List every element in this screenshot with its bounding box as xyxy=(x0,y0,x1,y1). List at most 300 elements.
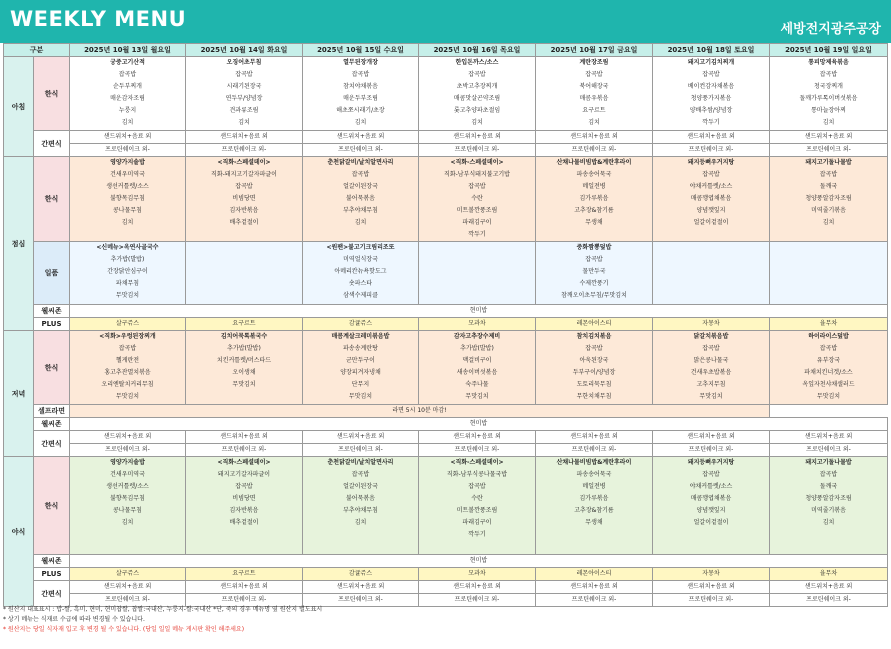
menu-cell xyxy=(653,331,770,405)
simple-item: 프로틴쉐이크 외- xyxy=(186,144,303,157)
menu-item: 콩나물무침 xyxy=(113,207,142,214)
menu-item: 오리엔탈치커리무침 xyxy=(101,381,154,388)
menu-item xyxy=(186,290,302,302)
menu-item: 미역얼식장국 xyxy=(343,256,378,263)
day-header: 2025년 10월 18일 토요일 xyxy=(653,44,770,57)
table-row xyxy=(4,581,888,594)
menu-item: 돼지고기돌나물밥 xyxy=(805,159,852,166)
menu-item: 무맛김치 xyxy=(115,292,140,299)
footnotes xyxy=(3,605,887,635)
day-header: 2025년 10월 17일 금요일 xyxy=(536,44,653,57)
menu-cell xyxy=(419,242,536,305)
menu-cell xyxy=(653,242,770,305)
simple-item: 프로틴쉐이크 외- xyxy=(770,144,888,157)
menu-item: 부추야채무침 xyxy=(343,207,378,214)
menu-cell xyxy=(536,242,653,305)
menu-item: 추가밥(발밥) xyxy=(460,345,494,352)
category-wellzone: 웰씨존 xyxy=(34,418,70,431)
menu-item: 무맛김치 xyxy=(816,393,841,400)
menu-item: 청양풍가지볶음 xyxy=(690,95,732,102)
menu-item: 무생채 xyxy=(585,219,603,226)
menu-item: 물만두국 xyxy=(582,268,606,275)
menu-item: 직화-남부식콩나물국밥 xyxy=(446,471,508,478)
menu-item: 생선커틀렛/소스 xyxy=(106,183,149,190)
menu-item: 파송송계란탕 xyxy=(343,345,378,352)
simple-item: 프로틴쉐이크 외- xyxy=(303,444,419,457)
table-row xyxy=(4,405,888,418)
category-korean: 한식 xyxy=(34,157,70,242)
menu-item: 매콤맛살곤약조림 xyxy=(453,95,501,102)
menu-item: 양장피겨자냉채 xyxy=(340,369,381,376)
simple-item: 프로틴쉐이크 외- xyxy=(186,444,303,457)
simple-item: 샌드위치+음료 외 xyxy=(536,581,653,594)
simple-item: 샌드위치+음료 외 xyxy=(70,131,186,144)
menu-item: <직화-스페셜데이> xyxy=(450,159,504,166)
menu-item xyxy=(419,266,535,278)
menu-item: 김치 xyxy=(354,119,367,126)
plus-item: 요구르트 xyxy=(186,318,303,331)
menu-item: 참치야채볶음 xyxy=(343,83,378,90)
simple-item: 샌드위치+음료 외 xyxy=(653,431,770,444)
menu-cell xyxy=(186,331,303,405)
menu-item: 김치 xyxy=(354,219,367,226)
menu-item xyxy=(186,254,302,266)
menu-item: 잡곡밥 xyxy=(702,71,720,78)
simple-item: 프로틴쉐이크 외- xyxy=(653,444,770,457)
menu-item xyxy=(419,290,535,302)
menu-cell xyxy=(419,331,536,405)
menu-item: 오징어초무침 xyxy=(226,59,262,66)
menu-item: 옥잎자천샤채샐러드 xyxy=(802,381,855,388)
menu-item: 잡곡밥 xyxy=(702,471,720,478)
menu-item: 아메리칸뉴욕핫도그 xyxy=(334,268,387,275)
table-row xyxy=(4,131,888,144)
menu-item: 숏파스타 xyxy=(348,280,373,287)
menu-item: 불어묵볶음 xyxy=(346,195,375,202)
menu-cell xyxy=(303,57,419,131)
wellzone-rice: 현미밥 xyxy=(70,555,888,568)
meal-label-lunch: 점심 xyxy=(4,157,34,331)
menu-cell xyxy=(186,157,303,242)
menu-item: 감자고추장수제비 xyxy=(453,333,501,340)
menu-cell xyxy=(653,157,770,242)
plus-item: 율무차 xyxy=(770,318,888,331)
menu-item: 매운두부조림 xyxy=(343,95,378,102)
menu-item: 무맛김치 xyxy=(115,393,140,400)
menu-item: 잡곡밥 xyxy=(351,71,370,78)
menu-cell xyxy=(303,157,419,242)
menu-item: 참깨오이초무침/무맛김치 xyxy=(561,292,627,299)
menu-item xyxy=(419,254,535,266)
menu-item: 통마늘장아찌 xyxy=(811,107,846,114)
category-korean: 한식 xyxy=(34,57,70,131)
menu-item: 잡곡밥 xyxy=(702,345,720,352)
menu-item: 잡곡밥 xyxy=(351,171,370,178)
table-row xyxy=(4,431,888,444)
menu-item: 잡곡밥 xyxy=(585,71,603,78)
menu-item: 닭갈치볶음밥 xyxy=(693,333,729,340)
plus-item: 요구르트 xyxy=(186,568,303,581)
simple-item: 프로틴쉐이크 외- xyxy=(70,594,186,607)
menu-item: 순두부찌개 xyxy=(113,83,142,90)
table-row xyxy=(4,331,888,405)
menu-cell xyxy=(186,57,303,131)
menu-item: 홍고추잔멸치볶음 xyxy=(104,369,151,376)
menu-item: 열무된장개장 xyxy=(343,59,378,66)
plus-item: 모과차 xyxy=(419,318,536,331)
simple-item: 샌드위치+음료 외 xyxy=(303,431,419,444)
day-header: 2025년 10월 13일 월요일 xyxy=(70,44,186,57)
simple-item: 샌드위치+음료 외 xyxy=(419,581,536,594)
menu-item: 매운감자조림 xyxy=(110,95,145,102)
simple-item: 프로틴쉐이크 외- xyxy=(653,144,770,157)
note-origin: * 원산지 대표표시 : 밥-쌀, 흑미, 현미, 현미찹쌀, 찹쌀:국내산, 누룽지-쌀:국내산 *단, 죽의 경우 메뉴명 옆 원산지 별도표시 xyxy=(3,606,323,613)
menu-item: 건새우초밥볶음 xyxy=(690,369,732,376)
category-korean: 한식 xyxy=(34,331,70,405)
simple-item: 샌드위치+음료 외 xyxy=(70,431,186,444)
simple-item: 프로틴쉐이크 외- xyxy=(653,594,770,607)
menu-item xyxy=(653,290,769,302)
simple-item: 샌드위치+음료 외 xyxy=(303,131,419,144)
menu-item: 김자반볶음 xyxy=(229,507,259,514)
simple-item: 프로틴쉐이크 외- xyxy=(303,144,419,157)
menu-item: 불향목김무침 xyxy=(110,195,145,202)
menu-item: 김치 xyxy=(822,519,835,526)
day-header: 2025년 10월 16일 목요일 xyxy=(419,44,536,57)
menu-item: 수제깐풍기 xyxy=(579,280,609,287)
menu-item: <직화>우렁된장찌개 xyxy=(99,333,156,340)
simple-item: 샌드위치+음료 외 xyxy=(770,581,888,594)
menu-item: 잡곡밥 xyxy=(468,71,486,78)
menu-cell xyxy=(70,57,186,131)
meal-label-breakfast: 아침 xyxy=(4,57,34,157)
table-row xyxy=(4,157,888,242)
menu-item: 산채나물비빔밥&계란후라이 xyxy=(556,159,632,166)
plus-item: 율무차 xyxy=(770,568,888,581)
menu-item: 청양풍알감자조림 xyxy=(805,195,852,202)
menu-item: 북어해장국 xyxy=(579,83,609,90)
menu-item: 불어묵볶음 xyxy=(346,495,375,502)
menu-item: 수란 xyxy=(471,195,483,202)
menu-item: 새송이버섯볶음 xyxy=(456,369,498,376)
plus-item: 레몬아이스티 xyxy=(536,318,653,331)
simple-item: 샌드위치+음료 외 xyxy=(186,431,303,444)
menu-item: 청양풍알감자조림 xyxy=(805,495,852,502)
menu-item: 군만두구이 xyxy=(346,357,375,364)
menu-item xyxy=(419,242,535,254)
menu-item: 춘천닭갈비/날치알면사리 xyxy=(327,459,394,466)
menu-item: 요구르트 xyxy=(582,107,606,114)
menu-item: 매콤계살크레미볶음밥 xyxy=(331,333,390,340)
simple-item: 프로틴쉐이크 외- xyxy=(770,594,888,607)
note-change: * 상기 메뉴는 식재료 수급에 따라 변경될 수 있습니다. xyxy=(3,616,145,623)
table-row xyxy=(4,144,888,157)
simple-item: 프로틴쉐이크 외- xyxy=(419,144,536,157)
menu-item: 단무지 xyxy=(351,381,370,388)
menu-item: 미역줄기볶음 xyxy=(811,207,846,214)
menu-cell xyxy=(536,331,653,405)
menu-item: 삼색수제피클 xyxy=(343,292,378,299)
simple-item: 샌드위치+음료 외 xyxy=(186,131,303,144)
plus-item: 자몽차 xyxy=(653,318,770,331)
page-title: WEEKLY MENU xyxy=(10,7,187,31)
menu-item: 잡곡밥 xyxy=(702,171,720,178)
menu-cell xyxy=(536,457,653,555)
menu-item: 미트볼깐풍조림 xyxy=(456,507,498,514)
menu-item: 추가밥(발밥) xyxy=(227,345,261,352)
table-row xyxy=(4,57,888,131)
menu-cell xyxy=(653,457,770,555)
menu-item: 청국장찌개 xyxy=(814,83,843,90)
menu-item: <직화-스페셜데이> xyxy=(450,459,504,466)
menu-item: 직화-남부식돼지불고기밥 xyxy=(444,171,510,178)
menu-item: 누룽지 xyxy=(118,107,137,114)
menu-cell xyxy=(70,242,186,305)
menu-cell xyxy=(303,331,419,405)
category-plus: PLUS xyxy=(34,318,70,331)
menu-item xyxy=(186,278,302,290)
menu-item: 건새우미역국 xyxy=(110,471,145,478)
menu-item: 양배추쌈/양념장 xyxy=(689,107,733,114)
menu-item: 돌깨국 xyxy=(819,483,838,490)
menu-item: 파채치킨너겟/소스 xyxy=(804,369,853,376)
menu-item: 불향목김무침 xyxy=(110,495,145,502)
simple-item: 샌드위치+음료 외 xyxy=(186,581,303,594)
menu-item: 맑은콩나물국 xyxy=(693,357,729,364)
menu-item: 생선커틀렛/소스 xyxy=(106,483,149,490)
menu-item: 비빔당면 xyxy=(232,195,256,202)
menu-item: 춘천닭갈비/날치알면사리 xyxy=(327,159,394,166)
menu-item: 계란장조림 xyxy=(579,59,609,66)
menu-item: 김치 xyxy=(471,119,483,126)
menu-item: 영양가지솥밥 xyxy=(110,159,145,166)
menu-item: 잡곡밥 xyxy=(118,345,137,352)
menu-item: 한입돈까스/소스 xyxy=(455,59,499,66)
simple-item: 프로틴쉐이크 외- xyxy=(419,444,536,457)
menu-item: 유부장국 xyxy=(816,357,841,364)
category-korean: 한식 xyxy=(34,457,70,555)
menu-item: 김가루볶음 xyxy=(579,195,609,202)
menu-item: 파채무침 xyxy=(115,280,140,287)
plus-item: 자몽차 xyxy=(653,568,770,581)
menu-item: 김치 xyxy=(588,119,600,126)
menu-item: 헬게란전 xyxy=(115,357,140,364)
menu-item: 도토리묵무침 xyxy=(576,381,612,388)
menu-item: 잡곡밥 xyxy=(235,183,253,190)
simple-item: 샌드위치+음료 외 xyxy=(536,431,653,444)
menu-item: 김치 xyxy=(822,119,835,126)
menu-item: 무한치채무침 xyxy=(576,393,612,400)
menu-cell xyxy=(70,331,186,405)
menu-item: 김치 xyxy=(121,119,134,126)
menu-item xyxy=(653,278,769,290)
menu-item: 김치 xyxy=(121,219,134,226)
menu-item: 숙주나물 xyxy=(465,381,489,388)
menu-cell xyxy=(419,157,536,242)
menu-item: 잡곡밥 xyxy=(351,471,370,478)
menu-item: 잡곡밥 xyxy=(819,171,838,178)
menu-item: 돼지고기김치찌개 xyxy=(687,59,735,66)
menu-item: 통피망제육볶음 xyxy=(808,59,849,66)
menu-item: 파송송어묵국 xyxy=(576,171,612,178)
menu-item: 얼갈이겉절이 xyxy=(693,519,729,526)
menu-cell xyxy=(419,457,536,555)
menu-item: 얼갈이된장국 xyxy=(343,483,378,490)
menu-item: 파래김구이 xyxy=(462,219,492,226)
menu-cell xyxy=(70,157,186,242)
menu-item: 참치김치볶음 xyxy=(576,333,612,340)
menu-item xyxy=(770,278,887,290)
menu-item xyxy=(653,266,769,278)
menu-item: 해초쪼시래기/초장 xyxy=(336,107,385,114)
menu-item xyxy=(770,254,887,266)
menu-item: 돼지고기돌나물밥 xyxy=(805,459,852,466)
simple-item: 샌드위치+음료 외 xyxy=(419,431,536,444)
menu-item: 메일전병 xyxy=(582,483,606,490)
table-row xyxy=(4,305,888,318)
menu-item: 잡곡밥 xyxy=(819,345,838,352)
menu-item: 배추겉절이 xyxy=(229,219,259,226)
menu-item xyxy=(653,254,769,266)
simple-item: 프로틴쉐이크 외- xyxy=(536,594,653,607)
menu-item: 김치 xyxy=(822,219,835,226)
simple-item: 샌드위치+음료 외 xyxy=(653,131,770,144)
menu-item: 잡곡밥 xyxy=(235,71,253,78)
menu-item xyxy=(419,278,535,290)
category-wellzone: 웰씨존 xyxy=(34,555,70,568)
table-row xyxy=(4,568,888,581)
menu-item: 아욱된장국 xyxy=(579,357,609,364)
menu-cell xyxy=(653,57,770,131)
menu-item: 수란 xyxy=(471,495,483,502)
menu-item: 부추야채무침 xyxy=(343,507,378,514)
menu-cell xyxy=(70,457,186,555)
menu-item: <원팬>불고기크림리조또 xyxy=(326,244,395,251)
menu-item: 직화-돼지고기갈자파글이 xyxy=(211,171,277,178)
menu-cell xyxy=(770,57,888,131)
menu-item: 중화짬뽕덮밥 xyxy=(576,244,612,251)
menu-item: 연두부/양념장 xyxy=(225,95,263,102)
simple-item: 프로틴쉐이크 외- xyxy=(419,594,536,607)
wellzone-rice: 현미밥 xyxy=(70,305,888,318)
menu-item: 잡곡밥 xyxy=(235,483,253,490)
menu-item: 콩나물무침 xyxy=(113,507,142,514)
plus-item: 살구쥬스 xyxy=(70,318,186,331)
table-row xyxy=(4,318,888,331)
simple-item: 샌드위치+음료 외 xyxy=(70,581,186,594)
menu-item: 매콤깽엽채볶음 xyxy=(690,495,732,502)
meal-label-dinner: 저녁 xyxy=(4,331,34,457)
menu-item: 돌깨국 xyxy=(819,183,838,190)
menu-item xyxy=(770,266,887,278)
menu-cell xyxy=(770,157,888,242)
menu-item: 깍두기 xyxy=(702,119,720,126)
menu-item: 산채나물비빔밥&계란후라이 xyxy=(556,459,632,466)
menu-item: 미트볼깐풍조림 xyxy=(456,207,498,214)
simple-item: 프로틴쉐이크 외- xyxy=(536,444,653,457)
menu-cell xyxy=(419,57,536,131)
menu-item: 추가밥(발밥) xyxy=(110,256,145,263)
category-selframen: 셀프라면 xyxy=(34,405,70,418)
selframen-note: 라면 5시 10분 마감! xyxy=(70,405,770,418)
menu-item: 얼갈이겉절이 xyxy=(693,219,729,226)
menu-item: 김자반볶음 xyxy=(229,207,259,214)
menu-item: 김치 xyxy=(121,519,134,526)
menu-item: 미역줄기볶음 xyxy=(811,507,846,514)
menu-item: 매콤우볶음 xyxy=(579,95,609,102)
menu-cell xyxy=(303,242,419,305)
menu-item: 돼지고기갈자파글이 xyxy=(217,471,271,478)
menu-item: 김가루볶음 xyxy=(579,495,609,502)
menu-item: <직화-스페셜데이> xyxy=(217,459,271,466)
table-row xyxy=(4,418,888,431)
menu-cell xyxy=(186,242,303,305)
menu-item xyxy=(770,290,887,302)
menu-item: <신메뉴>옥연사골국수 xyxy=(96,244,159,251)
menu-item: 야채커틀렛/소스 xyxy=(689,183,733,190)
menu-item xyxy=(186,266,302,278)
header-corner: 구분 xyxy=(4,44,70,57)
simple-item: 프로틴쉐이크 외- xyxy=(536,144,653,157)
day-header: 2025년 10월 15일 수요일 xyxy=(303,44,419,57)
category-ilpum: 일품 xyxy=(34,242,70,305)
menu-item: 잡곡밥 xyxy=(819,71,838,78)
simple-item: 프로틴쉐이크 외- xyxy=(186,594,303,607)
menu-item: 김치어묵톡볶국수 xyxy=(220,333,268,340)
table-row xyxy=(4,242,888,305)
menu-item: 오이생채 xyxy=(232,369,256,376)
menu-cell xyxy=(186,457,303,555)
menu-item: 양념깻잎지 xyxy=(696,507,726,514)
meal-label-night: 야식 xyxy=(4,457,34,607)
simple-item: 프로틴쉐이크 외- xyxy=(770,444,888,457)
brand-logo: 세방전지광주공장 xyxy=(780,22,881,37)
menu-item: 깍두기 xyxy=(468,231,486,238)
menu-item: 영양가지솥밥 xyxy=(110,459,145,466)
plus-item: 살구쥬스 xyxy=(70,568,186,581)
menu-item: 건새우미역국 xyxy=(110,171,145,178)
menu-cell xyxy=(770,331,888,405)
menu-item: <직화-스페셜데이> xyxy=(217,159,271,166)
menu-item: 궁중고기산적 xyxy=(110,59,145,66)
menu-item xyxy=(770,242,887,254)
simple-item: 샌드위치+음료 외 xyxy=(536,131,653,144)
menu-cell xyxy=(536,157,653,242)
header-banner xyxy=(0,0,891,43)
menu-item: 고추장&참기름 xyxy=(574,507,614,514)
menu-item: 무맛김치 xyxy=(465,393,489,400)
menu-item: 깍두기 xyxy=(468,531,486,538)
menu-item: 하이라이스덮밥 xyxy=(808,333,849,340)
category-simple: 간편식 xyxy=(34,431,70,457)
category-simple: 간편식 xyxy=(34,581,70,607)
menu-cell xyxy=(770,242,888,305)
menu-item xyxy=(653,242,769,254)
menu-cell xyxy=(770,457,888,555)
simple-item: 샌드위치+음료 외 xyxy=(303,581,419,594)
simple-item: 프로틴쉐이크 외- xyxy=(303,594,419,607)
plus-item: 모과차 xyxy=(419,568,536,581)
menu-item: 돼지등뼈우거지탕 xyxy=(687,159,735,166)
menu-item: 잡곡밥 xyxy=(585,256,603,263)
menu-item: 메일전병 xyxy=(582,183,606,190)
menu-item: 파송송어묵국 xyxy=(576,471,612,478)
menu-item: 맥걸비구이 xyxy=(462,357,492,364)
menu-item: 잡곡밥 xyxy=(819,471,838,478)
menu-item: 무생채 xyxy=(585,519,603,526)
menu-item: 초박고추장찌개 xyxy=(456,83,498,90)
menu-item: 돼지등뼈우거지탕 xyxy=(687,459,735,466)
